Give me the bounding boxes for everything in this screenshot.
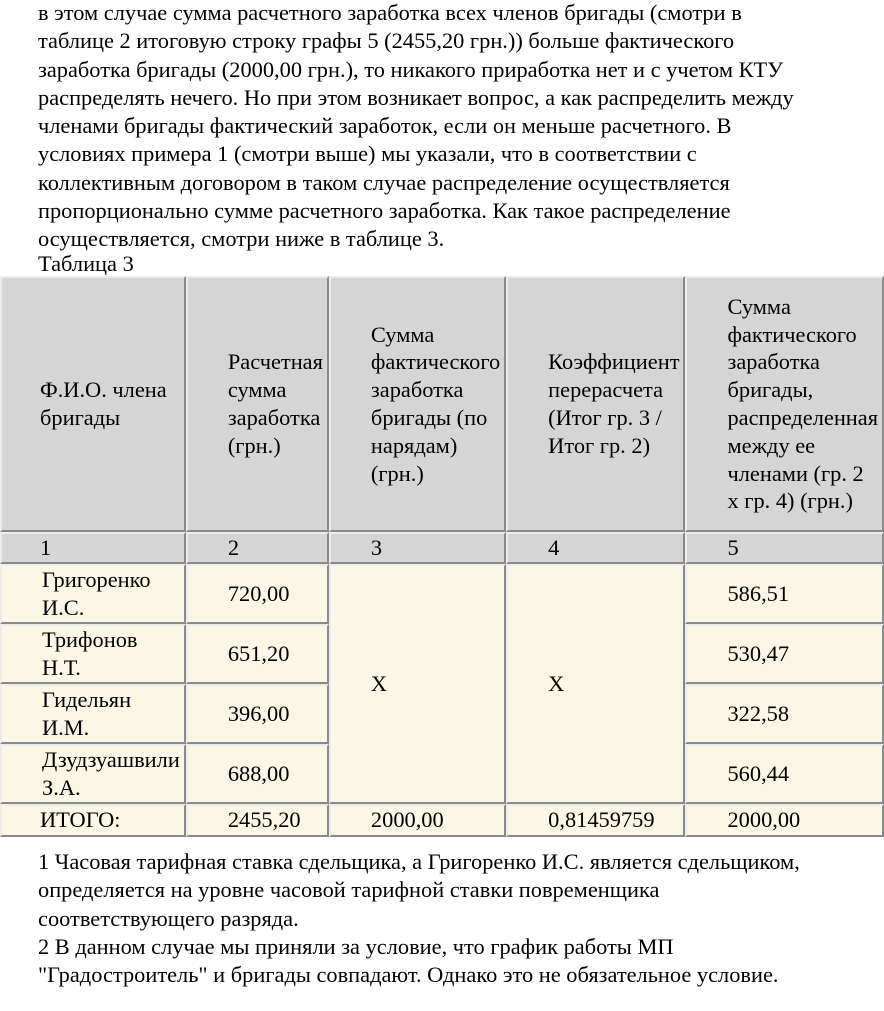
table-header-row [0,276,884,532]
member-name: Трифонов Н.Т. [0,624,186,684]
header-distributed-sum: Сумма фактического заработка бригады, распределенная между ее членами (гр. 2 х гр. 4) (грн.) [685,276,884,532]
intro-paragraph: в этом случае сумма расчетного заработка всех членов бригады (смотри в таблице 2 итоговую строку графы 5 (2455,20 грн.)) больше фактического заработка бригады (2000,00 грн.), то никакого приработка нет и с учетом КТУ распределять нечего. Но при этом возникает вопрос, а как распределить между членами бригады фактический заработок, если он меньше расчетного. В условиях примера 1 (смотри выше) мы указали, что в соответствии с коллективным договором в таком случае распределение осуществляется пропорционально сумме расчетного заработка. Как такое распределение осуществляется, смотри ниже в таблице 3. [38,0,794,252]
total-actual-sum: 2000,00 [329,804,506,837]
footnote-1: 1 Часовая тарифная ставка сдельщика, а Григоренко И.С. является сдельщиком, определяется на уровне часовой тарифной ставки повременщика соответствующего разряда. [38,849,800,931]
total-coefficient: 0,81459759 [506,804,685,837]
merged-actual-cell: Х [329,564,506,804]
distributed-sum: 560,44 [685,744,884,804]
total-calc-sum: 2455,20 [186,804,329,837]
member-name: Григоренко И.С. [0,564,186,624]
member-name: Дзудзуашвили З.А. [0,744,186,804]
column-number: 2 [186,532,329,564]
distributed-sum: 586,51 [685,564,884,624]
calc-sum: 651,20 [186,624,329,684]
merged-coefficient-cell: Х [506,564,685,804]
table-row [0,564,884,624]
total-distributed-sum: 2000,00 [685,804,884,837]
distributed-sum: 530,47 [685,624,884,684]
footnote-2: 2 В данном случае мы приняли за условие, что график работы МП "Градостроитель" и бригады совпадают. Однако это не обязательное условие. [38,933,779,988]
calc-sum: 720,00 [186,564,329,624]
column-number: 5 [685,532,884,564]
member-name: Гидельян И.М. [0,684,186,744]
table-caption: Таблица 3 [38,251,134,276]
table-3 [0,276,884,837]
header-fio: Ф.И.О. члена бригады [0,276,186,532]
calc-sum: 396,00 [186,684,329,744]
footnotes [38,848,808,989]
total-row [0,804,884,837]
distributed-sum: 322,58 [685,684,884,744]
column-number: 4 [506,532,685,564]
header-actual-sum: Сумма фактического заработка бригады (по нарядам) (грн.) [329,276,506,532]
total-label: ИТОГО: [0,804,186,837]
column-number: 3 [329,532,506,564]
column-number-row [0,532,884,564]
header-calc-sum: Расчетная сумма заработка (грн.) [186,276,329,532]
column-number: 1 [0,532,186,564]
header-coefficient: Коэффициент перерасчета (Итог гр. 3 / Итог гр. 2) [506,276,685,532]
calc-sum: 688,00 [186,744,329,804]
